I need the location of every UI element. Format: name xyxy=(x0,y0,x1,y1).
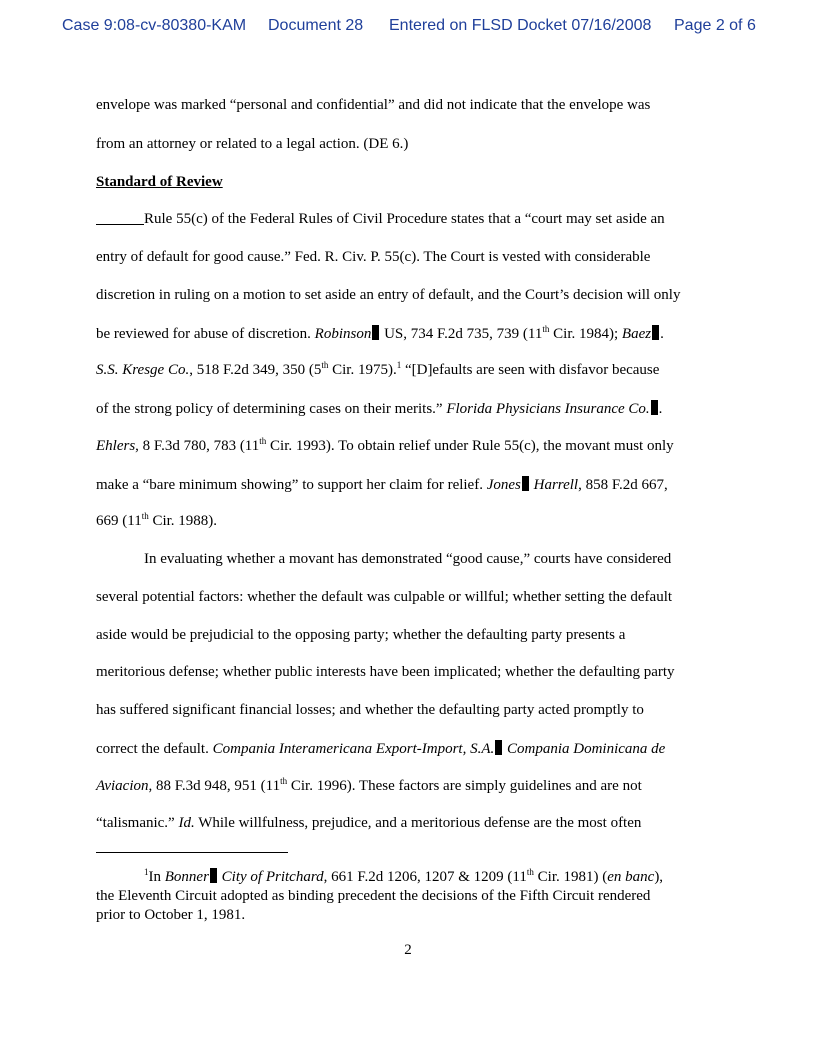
footnote-line: the Eleventh Circuit adopted as binding precedent the decisions of the Fifth Circuit rendered xyxy=(96,888,651,904)
body-line: make a “bare minimum showing” to support her claim for relief. Jones Harrell, 858 F.2d 667, xyxy=(96,477,668,493)
body-line: meritorious defense; whether public interests have been implicated; whether the defaulting party xyxy=(96,664,675,680)
page-number: 2 xyxy=(404,942,412,958)
body-line: S.S. Kresge Co., 518 F.2d 349, 350 (5th Cir. 1975).$^1$ “[D]efaults are seen with disfavor because xyxy=(96,360,660,378)
case-number: Case 9:08-cv-80380-KAM xyxy=(62,17,247,34)
body-line: Rule 55(c) of the Federal Rules of Civil Procedure states that a “court may set aside an xyxy=(96,211,665,228)
body-line: be reviewed for abuse of discretion. Robinson US, 734 F.2d 735, 739 (11th Cir. 1984); Baez . xyxy=(96,324,664,342)
footnote-marker: 1 xyxy=(144,867,149,877)
body-line: correct the default. Compania Interamericana Export-Import, S.A. Compania Dominicana de xyxy=(96,741,666,757)
docket-entry-date: Entered on FLSD Docket 07/16/2008 xyxy=(389,17,652,34)
body-line: “talismanic.” Id. While willfulness, prejudice, and a meritorious defense are the most often xyxy=(96,815,642,831)
redaction-mark xyxy=(652,325,659,340)
page-count: Page 2 of 6 xyxy=(674,17,756,34)
footnote-separator xyxy=(96,852,288,853)
body-line: several potential factors: whether the default was culpable or willful; whether setting the default xyxy=(96,589,673,605)
redaction-mark xyxy=(651,400,658,415)
body-line: of the strong policy of determining cases on their merits.” Florida Physicians Insurance Co. . xyxy=(96,401,663,417)
body-line: entry of default for good cause.” Fed. R. Civ. P. 55(c). The Court is vested with considerable xyxy=(96,249,651,265)
footnote-line: prior to October 1, 1981. xyxy=(96,907,246,923)
redaction-mark xyxy=(372,325,379,340)
body-line: from an attorney or related to a legal action. (DE 6.) xyxy=(96,136,409,152)
indent-blank xyxy=(96,211,144,225)
footnote-line: $^1$In Bonner City of Pritchard, 661 F.2d 1206, 1207 & 1209 (11th Cir. 1981) (en banc), xyxy=(144,867,664,885)
footnote xyxy=(96,868,720,925)
redaction-mark xyxy=(210,868,217,883)
body-line: Aviacion, 88 F.3d 948, 951 (11th Cir. 1996). These factors are simply guidelines and are not xyxy=(96,776,642,794)
footnote-ref: 1 xyxy=(396,360,402,370)
document-number: Document 28 xyxy=(268,17,364,34)
body-line: aside would be prejudicial to the opposing party; whether the defaulting party presents a xyxy=(96,627,626,643)
redaction-mark xyxy=(522,476,529,491)
body-line: has suffered significant financial losses; and whether the defaulting party acted promptly to xyxy=(96,702,644,718)
body-line: discretion in ruling on a motion to set aside an entry of default, and the Court’s decision will only xyxy=(96,287,681,303)
body-line: envelope was marked “personal and confidential” and did not indicate that the envelope was xyxy=(96,97,651,113)
redaction-mark xyxy=(495,740,502,755)
body-line: In evaluating whether a movant has demonstrated “good cause,” courts have considered xyxy=(144,551,672,567)
section-heading: Standard of Review xyxy=(96,174,223,190)
body-line: 669 (11th Cir. 1988). xyxy=(96,511,218,529)
body-line: Ehlers, 8 F.3d 780, 783 (11th Cir. 1993). To obtain relief under Rule 55(c), the movant must only xyxy=(96,436,674,454)
